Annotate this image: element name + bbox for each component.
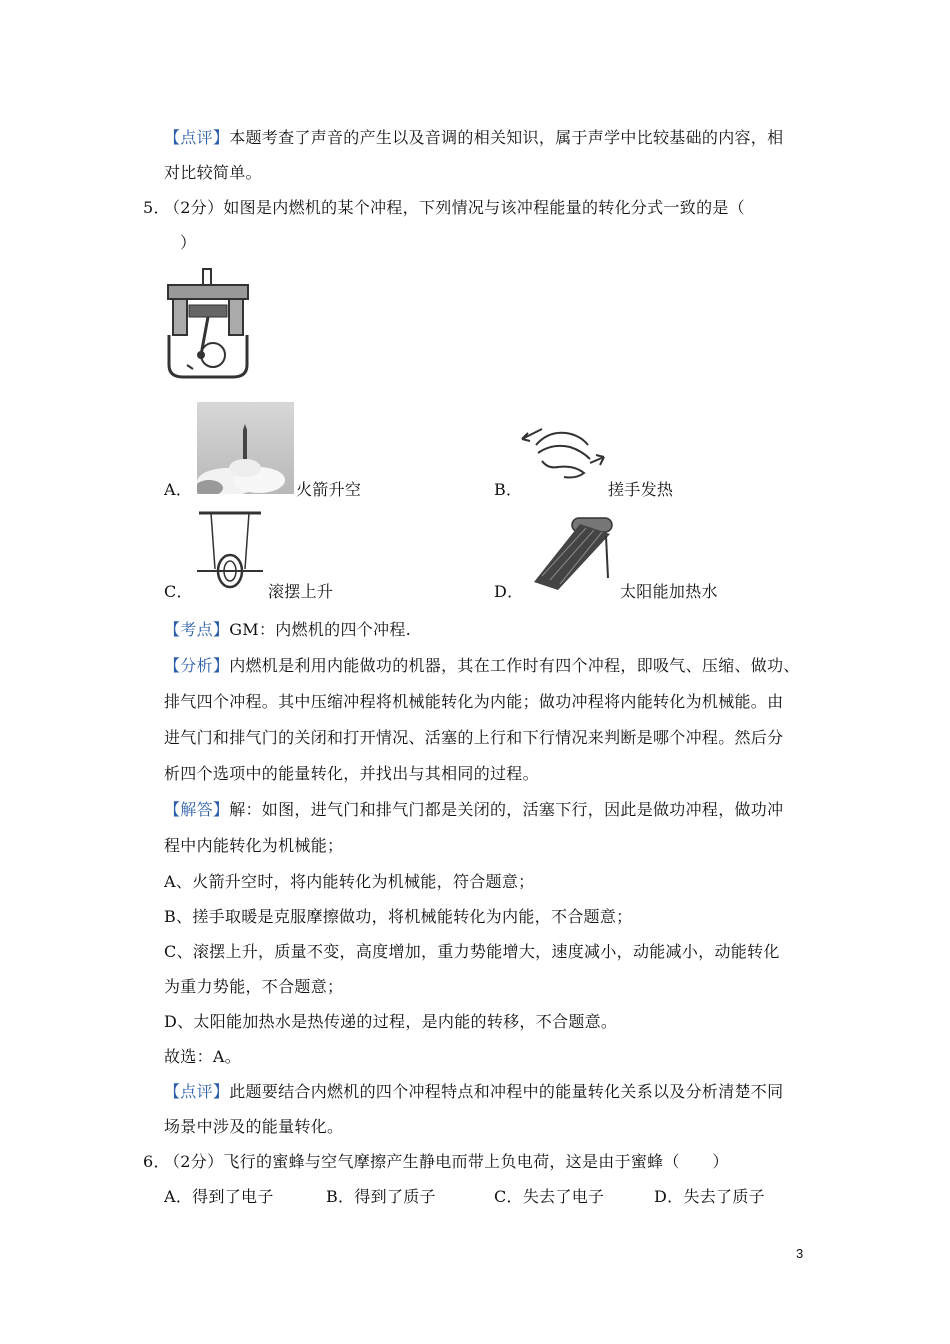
answer-text1: 解：如图，进气门和排气门都是关闭的，活塞下行，因此是做功冲程，做功冲: [229, 800, 784, 819]
q5-option-a[interactable]: [164, 480, 192, 500]
q5-answer-d: D、太阳能加热水是热传递的过程，是内能的转移，不合题意。: [164, 1012, 618, 1031]
q5-option-d[interactable]: [494, 582, 523, 602]
q5-review-line2: 场景中涉及的能量转化。: [164, 1117, 344, 1136]
review4-tag: 【点评】: [164, 128, 230, 147]
q5-option-a-label: 火箭升空: [296, 480, 362, 499]
q6-option-b-text: 得到了质子: [354, 1187, 436, 1206]
analysis-text1: 内燃机是利用内能做功的机器，其在工作时有四个冲程，即吸气、压缩、做功、: [229, 656, 800, 675]
q5-answer-c2: 为重力势能，不合题意；: [164, 977, 344, 996]
q5-stem-line2: ）: [180, 233, 197, 252]
q6-option-c-letter: C．: [494, 1187, 523, 1206]
analysis-tag: 【分析】: [164, 656, 230, 675]
q6-option-b[interactable]: [326, 1187, 436, 1207]
q6-stem: （2分）飞行的蜜蜂与空气摩擦产生静电而带上负电荷，这是由于蜜蜂（ ）: [164, 1152, 729, 1171]
review4-line2: 对比较简单。: [164, 163, 262, 182]
q5-option-b-label: 搓手发热: [608, 480, 674, 499]
q6-option-d[interactable]: [654, 1187, 765, 1207]
rocket-launch-image: [197, 402, 294, 494]
q6-number: 6．: [143, 1152, 170, 1171]
q6-option-b-letter: B．: [326, 1187, 355, 1206]
q5-option-c-label: 滚摆上升: [268, 582, 334, 601]
q5-answer-c1: C、滚摆上升，质量不变，高度增加，重力势能增大，速度减小，动能减小，动能转化: [164, 942, 780, 961]
q6-option-a-text: 得到了电子: [192, 1187, 274, 1206]
q5-analysis-line1: [164, 656, 800, 676]
review4-line1: [164, 128, 783, 148]
q6-option-a-letter: A．: [164, 1187, 193, 1206]
q5-number: 5．: [143, 198, 170, 217]
q6-option-c-text: 失去了电子: [522, 1187, 605, 1206]
q5-option-b-letter: B．: [494, 480, 523, 499]
solar-heater-image: [520, 512, 620, 590]
q5-option-a-letter: A．: [164, 480, 193, 499]
q5-answer-a: A、火箭升空时，将内能转化为机械能，符合题意；: [164, 872, 535, 891]
q5-answer-line2: 程中内能转化为机械能；: [164, 836, 344, 855]
q5-stem-line1: （2分）如图是内燃机的某个冲程，下列情况与该冲程能量的转化分式一致的是（: [164, 198, 745, 217]
q5-analysis-line3: 进气门和排气门的关闭和打开情况、活塞的上行和下行情况来判断是哪个冲程。然后分: [164, 728, 784, 747]
q5-answer-line1: [164, 800, 783, 820]
review4-text1: 本题考查了声音的产生以及音调的相关知识，属于声学中比较基础的内容，相: [229, 128, 784, 147]
q5-option-b[interactable]: [494, 480, 522, 500]
q5-analysis-line2: 排气四个冲程。其中压缩冲程将机械能转化为内能；做功冲程将内能转化为机械能。由: [164, 692, 784, 711]
answer-tag: 【解答】: [164, 800, 230, 819]
q5-kaodian: [164, 620, 411, 640]
q6-option-a[interactable]: [164, 1187, 274, 1207]
q5-answer-b: B、搓手取暖是克服摩擦做功，将机械能转化为内能，不合题意；: [164, 907, 633, 926]
q5-option-c-letter: C．: [164, 582, 193, 601]
maxwell-pendulum-image: [193, 507, 267, 589]
review-text1: 此题要结合内燃机的四个冲程特点和冲程中的能量转化关系以及分析清楚不同: [229, 1082, 784, 1101]
q5-answer-choice: 故选：A。: [164, 1047, 242, 1066]
q5-analysis-line4: 析四个选项中的能量转化，并找出与其相同的过程。: [164, 764, 539, 783]
q5-option-d-label: 太阳能加热水: [620, 582, 718, 601]
q5-review-line1: [164, 1082, 783, 1102]
q5-option-d-letter: D．: [494, 582, 524, 601]
q5-option-c[interactable]: [164, 582, 193, 602]
kaodian-tag: 【考点】: [164, 620, 230, 639]
q6-option-c[interactable]: [494, 1187, 604, 1207]
q6-option-d-letter: D．: [654, 1187, 684, 1206]
review-tag: 【点评】: [164, 1082, 230, 1101]
rubbing-hands-image: [518, 403, 606, 495]
engine-diagram: [163, 265, 253, 380]
page-number: 3: [796, 1246, 804, 1261]
q6-option-d-text: 失去了质子: [683, 1187, 765, 1206]
kaodian-text: GM：内燃机的四个冲程.: [229, 620, 412, 639]
